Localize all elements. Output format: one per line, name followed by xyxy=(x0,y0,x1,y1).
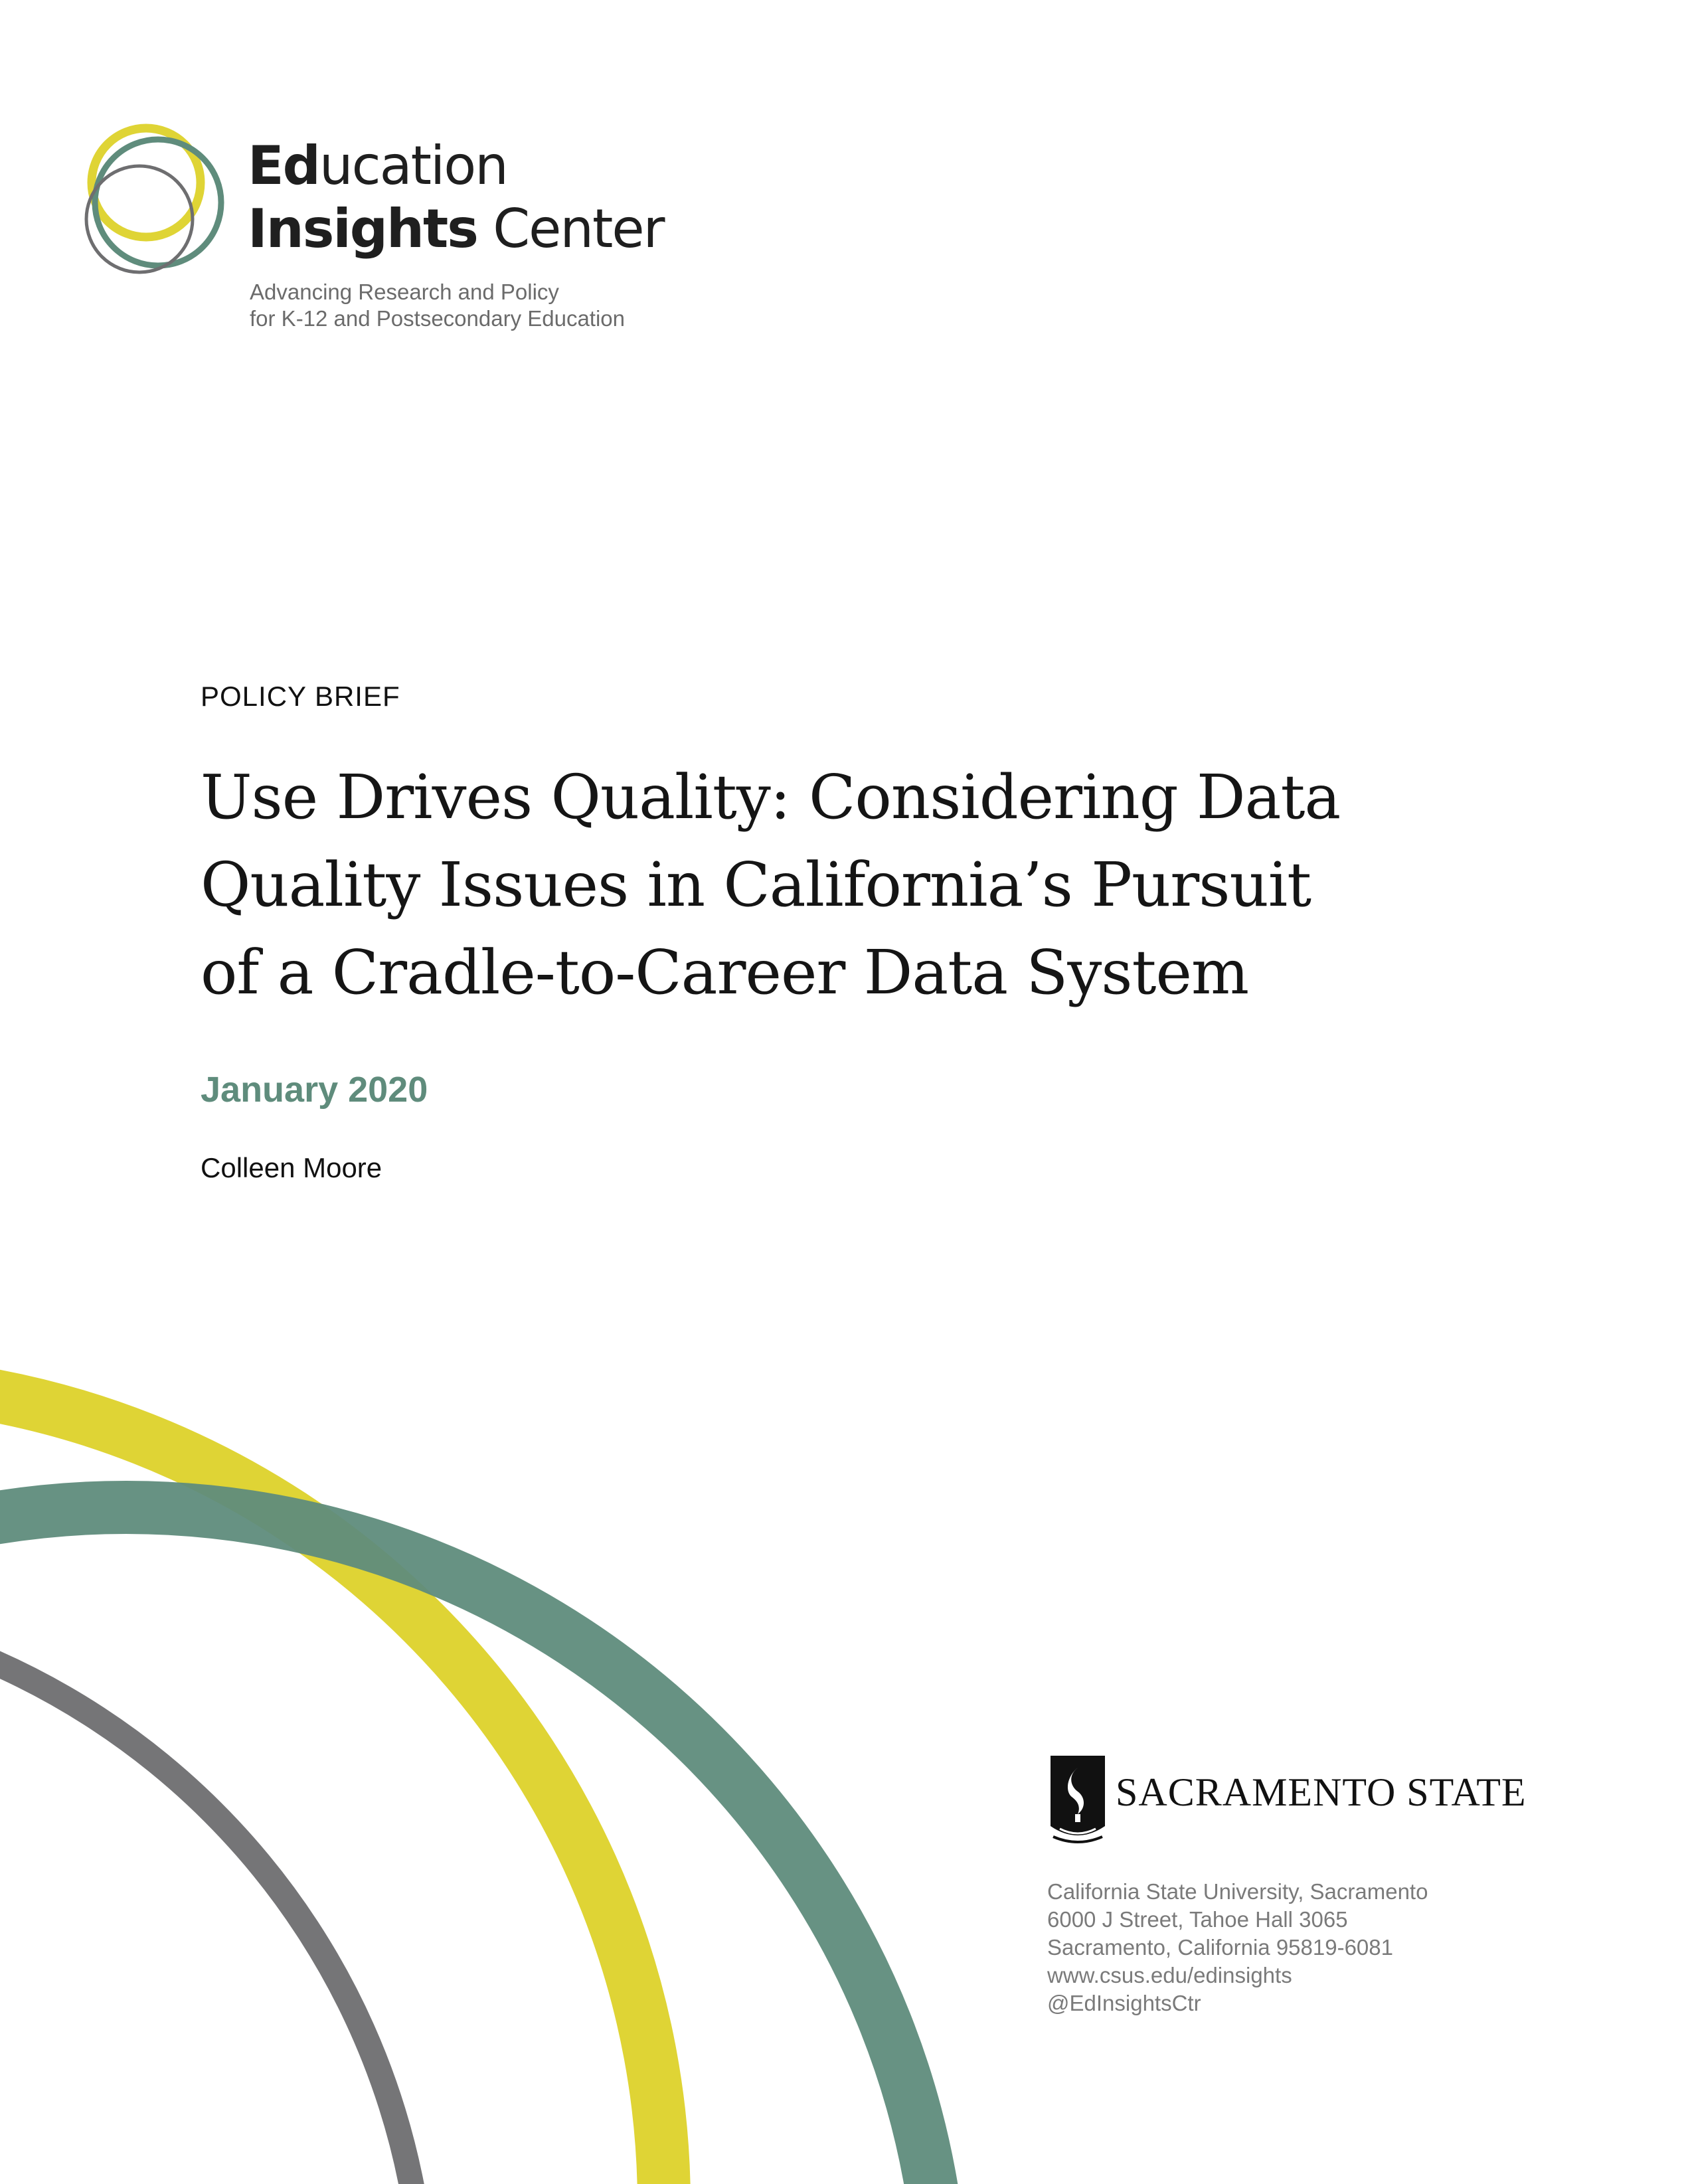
logo-wordmark-line2: Insights Center xyxy=(248,198,664,260)
social-handle[interactable]: @EdInsightsCtr xyxy=(1047,1991,1201,2015)
title-line-1: Use Drives Quality: Considering Data xyxy=(201,762,1341,833)
logo-wordmark-line1: Education xyxy=(248,135,507,197)
logo-tagline-line1: Advancing Research and Policy xyxy=(250,280,559,304)
document-title xyxy=(201,754,1462,1017)
title-line-2: Quality Issues in California’s Pursuit xyxy=(201,849,1311,920)
address-line: 6000 J Street, Tahoe Hall 3065 xyxy=(1047,1907,1348,1932)
title-line-3: of a Cradle-to-Career Data System xyxy=(201,937,1249,1008)
author-name: Colleen Moore xyxy=(201,1152,382,1183)
green-arc xyxy=(0,1507,943,2184)
sacramento-state-wordmark: SACRAMENTO STATE xyxy=(1116,1770,1527,1814)
address-line: Sacramento, California 95819-6081 xyxy=(1047,1935,1393,1960)
gray-arc xyxy=(0,1600,425,2184)
sacramento-state-seal-icon xyxy=(1048,1753,1108,1846)
logo-tagline-line2: for K-12 and Postsecondary Education xyxy=(250,306,626,331)
website-link[interactable]: www.csus.edu/edinsights xyxy=(1047,1963,1292,1987)
address-line: California State University, Sacramento xyxy=(1047,1879,1428,1904)
address-block xyxy=(1047,1878,1428,2017)
publication-date: January 2020 xyxy=(201,1070,428,1110)
yellow-arc xyxy=(0,1381,664,2184)
edinsights-logo-icon xyxy=(73,123,232,282)
document-type-label: POLICY BRIEF xyxy=(201,681,400,712)
